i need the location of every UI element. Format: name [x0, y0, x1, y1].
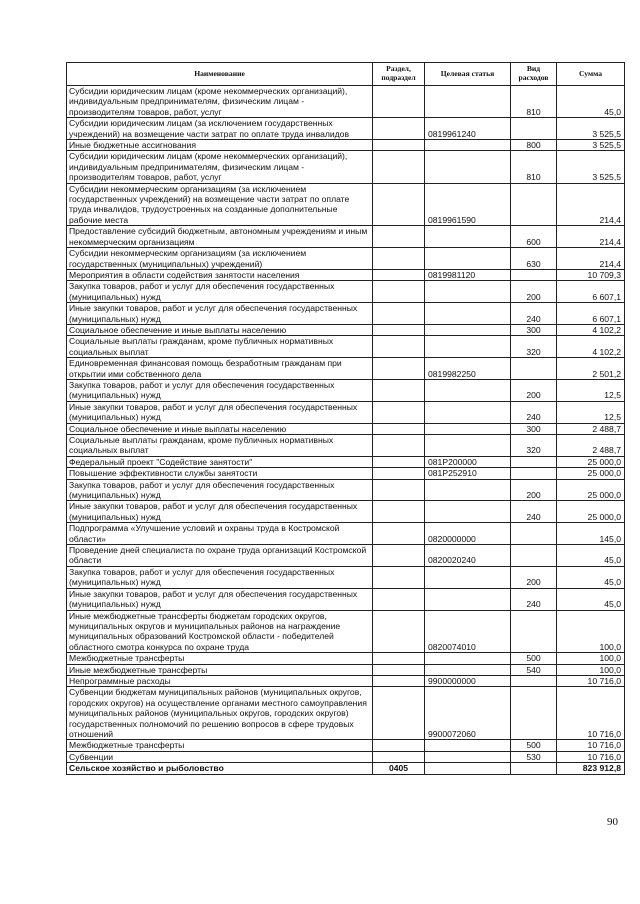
cell-kind	[511, 545, 557, 567]
cell-name: Субвенции	[67, 751, 373, 762]
cell-kind: 240	[511, 501, 557, 523]
cell-section	[373, 379, 425, 401]
cell-sum: 45,0	[557, 545, 625, 567]
table-row	[67, 687, 625, 740]
table-row	[67, 281, 625, 303]
cell-article	[425, 435, 511, 457]
cell-kind: 300	[511, 423, 557, 434]
table-row	[67, 226, 625, 248]
cell-kind	[511, 763, 557, 774]
cell-section	[373, 435, 425, 457]
cell-name: Субсидии некоммерческим организациям (за исключением государственных учреждений) на возмещение части затрат по оплате труда инвалидов, трудоустроенных на созданные дополнительные рабочие места	[67, 183, 373, 226]
cell-sum: 214,4	[557, 226, 625, 248]
cell-kind: 320	[511, 435, 557, 457]
cell-sum: 10 716,0	[557, 675, 625, 686]
cell-section	[373, 183, 425, 226]
cell-section	[373, 324, 425, 335]
cell-kind	[511, 118, 557, 140]
cell-sum: 25 000,0	[557, 468, 625, 479]
cell-section	[373, 687, 425, 740]
cell-article	[425, 740, 511, 751]
header-sum: Сумма	[557, 63, 625, 86]
cell-kind: 530	[511, 751, 557, 762]
cell-name: Иные закупки товаров, работ и услуг для обеспечения государственных (муниципальных) нужд	[67, 588, 373, 610]
cell-sum: 10 716,0	[557, 687, 625, 740]
cell-name: Иные межбюджетные трансферты бюджетам городских округов, муниципальных округов и муниципальных районов на награждение муниципальных образований Костромской области - победителей областного смотра конкурса по охране труда	[67, 610, 373, 653]
cell-sum: 10 716,0	[557, 740, 625, 751]
cell-name: Повышение эффективности службы занятости	[67, 468, 373, 479]
cell-kind: 300	[511, 324, 557, 335]
cell-article	[425, 226, 511, 248]
cell-name: Субсидии юридическим лицам (кроме некоммерческих организаций), индивидуальным предпринимателям, физическим лицам - производителям товаров, работ, услуг	[67, 151, 373, 183]
header-section: Раздел, подраздел	[373, 63, 425, 86]
header-name: Наименование	[67, 63, 373, 86]
table-row	[67, 501, 625, 523]
cell-article	[425, 151, 511, 183]
cell-sum: 823 912,8	[557, 763, 625, 774]
cell-name: Социальное обеспечение и иные выплаты населению	[67, 423, 373, 434]
cell-section	[373, 479, 425, 501]
table-row	[67, 479, 625, 501]
cell-kind	[511, 468, 557, 479]
cell-name: Закупка товаров, работ и услуг для обеспечения государственных (муниципальных) нужд	[67, 379, 373, 401]
cell-kind	[511, 687, 557, 740]
cell-name: Закупка товаров, работ и услуг для обеспечения государственных (муниципальных) нужд	[67, 281, 373, 303]
table-row	[67, 545, 625, 567]
cell-kind: 810	[511, 151, 557, 183]
table-row	[67, 423, 625, 434]
cell-sum: 2 488,7	[557, 423, 625, 434]
cell-name: Иные закупки товаров, работ и услуг для обеспечения государственных (муниципальных) нужд	[67, 303, 373, 325]
cell-section	[373, 86, 425, 118]
cell-article: 9900072060	[425, 687, 511, 740]
table-row	[67, 523, 625, 545]
cell-section	[373, 610, 425, 653]
cell-kind	[511, 269, 557, 280]
cell-kind: 200	[511, 281, 557, 303]
cell-article	[425, 588, 511, 610]
cell-article	[425, 653, 511, 664]
cell-kind	[511, 456, 557, 467]
table-row	[67, 336, 625, 358]
cell-name: Сельское хозяйство и рыболовство	[67, 763, 373, 774]
cell-name: Социальные выплаты гражданам, кроме публичных нормативных социальных выплат	[67, 336, 373, 358]
cell-name: Межбюджетные трансферты	[67, 653, 373, 664]
cell-kind: 240	[511, 401, 557, 423]
cell-kind: 800	[511, 140, 557, 151]
cell-article: 0819982250	[425, 358, 511, 380]
cell-kind: 240	[511, 588, 557, 610]
cell-sum: 45,0	[557, 588, 625, 610]
cell-sum: 2 501,2	[557, 358, 625, 380]
cell-name: Иные бюджетные ассигнования	[67, 140, 373, 151]
cell-section	[373, 269, 425, 280]
cell-kind	[511, 183, 557, 226]
cell-section	[373, 226, 425, 248]
cell-name: Непрограммные расходы	[67, 675, 373, 686]
cell-name: Межбюджетные трансферты	[67, 740, 373, 751]
cell-sum: 4 102,2	[557, 324, 625, 335]
page-number: 90	[607, 816, 618, 828]
cell-section: 0405	[373, 763, 425, 774]
cell-article	[425, 248, 511, 270]
cell-article	[425, 379, 511, 401]
cell-article: 0820020240	[425, 545, 511, 567]
budget-table	[66, 62, 625, 775]
table-row	[67, 118, 625, 140]
cell-article: 0820074010	[425, 610, 511, 653]
cell-article	[425, 566, 511, 588]
cell-section	[373, 566, 425, 588]
cell-section	[373, 653, 425, 664]
cell-name: Субвенции бюджетам муниципальных районов (муниципальных округов, городских округов) на осуществление органами местного самоуправления муниципальных районов (муниципальных округов, городских округов) государственных полномочий по решению вопросов в сфере трудовых отношений	[67, 687, 373, 740]
cell-section	[373, 118, 425, 140]
cell-name: Социальное обеспечение и иные выплаты населению	[67, 324, 373, 335]
cell-section	[373, 456, 425, 467]
cell-kind: 320	[511, 336, 557, 358]
cell-kind: 240	[511, 303, 557, 325]
table-row	[67, 358, 625, 380]
table-row	[67, 763, 625, 774]
cell-name: Федеральный проект "Содействие занятости"	[67, 456, 373, 467]
table-row	[67, 86, 625, 118]
cell-name: Закупка товаров, работ и услуг для обеспечения государственных (муниципальных) нужд	[67, 566, 373, 588]
cell-article: 081P252910	[425, 468, 511, 479]
cell-sum: 214,4	[557, 248, 625, 270]
cell-article: 0819961590	[425, 183, 511, 226]
cell-kind: 200	[511, 566, 557, 588]
cell-article	[425, 501, 511, 523]
table-row	[67, 183, 625, 226]
cell-kind: 500	[511, 653, 557, 664]
header-kind: Вид расходов	[511, 63, 557, 86]
cell-name: Предоставление субсидий бюджетным, автономным учреждениям и иным некоммерческим организациям	[67, 226, 373, 248]
cell-name: Социальные выплаты гражданам, кроме публичных нормативных социальных выплат	[67, 435, 373, 457]
cell-section	[373, 248, 425, 270]
cell-section	[373, 358, 425, 380]
table-row	[67, 151, 625, 183]
cell-article	[425, 140, 511, 151]
cell-section	[373, 588, 425, 610]
table-body	[67, 86, 625, 775]
cell-section	[373, 740, 425, 751]
cell-name: Иные закупки товаров, работ и услуг для обеспечения государственных (муниципальных) нужд	[67, 501, 373, 523]
cell-article: 0820000000	[425, 523, 511, 545]
cell-article	[425, 86, 511, 118]
cell-sum: 214,4	[557, 183, 625, 226]
table-row	[67, 740, 625, 751]
cell-kind: 200	[511, 379, 557, 401]
cell-sum: 25 000,0	[557, 456, 625, 467]
table-row	[67, 140, 625, 151]
cell-section	[373, 675, 425, 686]
cell-section	[373, 151, 425, 183]
cell-section	[373, 664, 425, 675]
cell-sum: 2 488,7	[557, 435, 625, 457]
cell-article: 081P200000	[425, 456, 511, 467]
cell-kind: 630	[511, 248, 557, 270]
table-row	[67, 653, 625, 664]
header-article: Целевая статья	[425, 63, 511, 86]
cell-article	[425, 423, 511, 434]
table-row	[67, 468, 625, 479]
cell-section	[373, 751, 425, 762]
cell-name: Мероприятия в области содействия занятости населения	[67, 269, 373, 280]
cell-sum: 6 607,1	[557, 281, 625, 303]
cell-sum: 45,0	[557, 566, 625, 588]
cell-article: 9900000000	[425, 675, 511, 686]
cell-article: 0819981120	[425, 269, 511, 280]
table-row	[67, 269, 625, 280]
cell-section	[373, 401, 425, 423]
cell-article	[425, 401, 511, 423]
cell-kind: 500	[511, 740, 557, 751]
cell-name: Субсидии некоммерческим организациям (за исключением государственных (муниципальных) учреждений)	[67, 248, 373, 270]
cell-sum: 100,0	[557, 610, 625, 653]
cell-section	[373, 523, 425, 545]
cell-kind	[511, 523, 557, 545]
cell-sum: 25 000,0	[557, 479, 625, 501]
cell-section	[373, 468, 425, 479]
cell-section	[373, 303, 425, 325]
cell-sum: 10 716,0	[557, 751, 625, 762]
table-row	[67, 664, 625, 675]
cell-name: Иные закупки товаров, работ и услуг для обеспечения государственных (муниципальных) нужд	[67, 401, 373, 423]
cell-name: Проведение дней специалиста по охране труда организаций Костромской области	[67, 545, 373, 567]
cell-sum: 100,0	[557, 664, 625, 675]
cell-sum: 3 525,5	[557, 151, 625, 183]
table-row	[67, 379, 625, 401]
cell-kind	[511, 358, 557, 380]
cell-sum: 12,5	[557, 379, 625, 401]
table-row	[67, 435, 625, 457]
cell-name: Субсидии юридическим лицам (за исключением государственных учреждений) на возмещение части затрат по оплате труда инвалидов	[67, 118, 373, 140]
cell-name: Иные межбюджетные трансферты	[67, 664, 373, 675]
cell-article	[425, 479, 511, 501]
table-row	[67, 303, 625, 325]
cell-article	[425, 763, 511, 774]
cell-kind	[511, 610, 557, 653]
table-row	[67, 248, 625, 270]
cell-article	[425, 336, 511, 358]
cell-article	[425, 324, 511, 335]
table-row	[67, 456, 625, 467]
table-row	[67, 675, 625, 686]
cell-section	[373, 545, 425, 567]
cell-section	[373, 501, 425, 523]
table-row	[67, 324, 625, 335]
cell-kind	[511, 675, 557, 686]
cell-article: 0819961240	[425, 118, 511, 140]
table-row	[67, 566, 625, 588]
cell-sum: 6 607,1	[557, 303, 625, 325]
cell-article	[425, 281, 511, 303]
cell-name: Единовременная финансовая помощь безработным гражданам при открытии ими собственного дела	[67, 358, 373, 380]
cell-name: Субсидии юридическим лицам (кроме некоммерческих организаций), индивидуальным предпринимателям, физическим лицам - производителям товаров, работ, услуг	[67, 86, 373, 118]
cell-section	[373, 281, 425, 303]
cell-sum: 45,0	[557, 86, 625, 118]
cell-sum: 145,0	[557, 523, 625, 545]
table-row	[67, 751, 625, 762]
cell-section	[373, 140, 425, 151]
cell-kind: 810	[511, 86, 557, 118]
cell-kind: 200	[511, 479, 557, 501]
cell-section	[373, 336, 425, 358]
cell-sum: 25 000,0	[557, 501, 625, 523]
cell-kind: 600	[511, 226, 557, 248]
table-row	[67, 401, 625, 423]
cell-sum: 3 525,5	[557, 118, 625, 140]
table-row	[67, 588, 625, 610]
cell-sum: 3 525,5	[557, 140, 625, 151]
table-row	[67, 610, 625, 653]
cell-name: Закупка товаров, работ и услуг для обеспечения государственных (муниципальных) нужд	[67, 479, 373, 501]
cell-sum: 100,0	[557, 653, 625, 664]
cell-sum: 4 102,2	[557, 336, 625, 358]
table-header-row	[67, 63, 625, 86]
cell-sum: 10 709,3	[557, 269, 625, 280]
cell-article	[425, 751, 511, 762]
cell-kind: 540	[511, 664, 557, 675]
cell-sum: 12,5	[557, 401, 625, 423]
cell-article	[425, 303, 511, 325]
cell-article	[425, 664, 511, 675]
cell-section	[373, 423, 425, 434]
cell-name: Подпрограмма «Улучшение условий и охраны труда в Костромской области»	[67, 523, 373, 545]
